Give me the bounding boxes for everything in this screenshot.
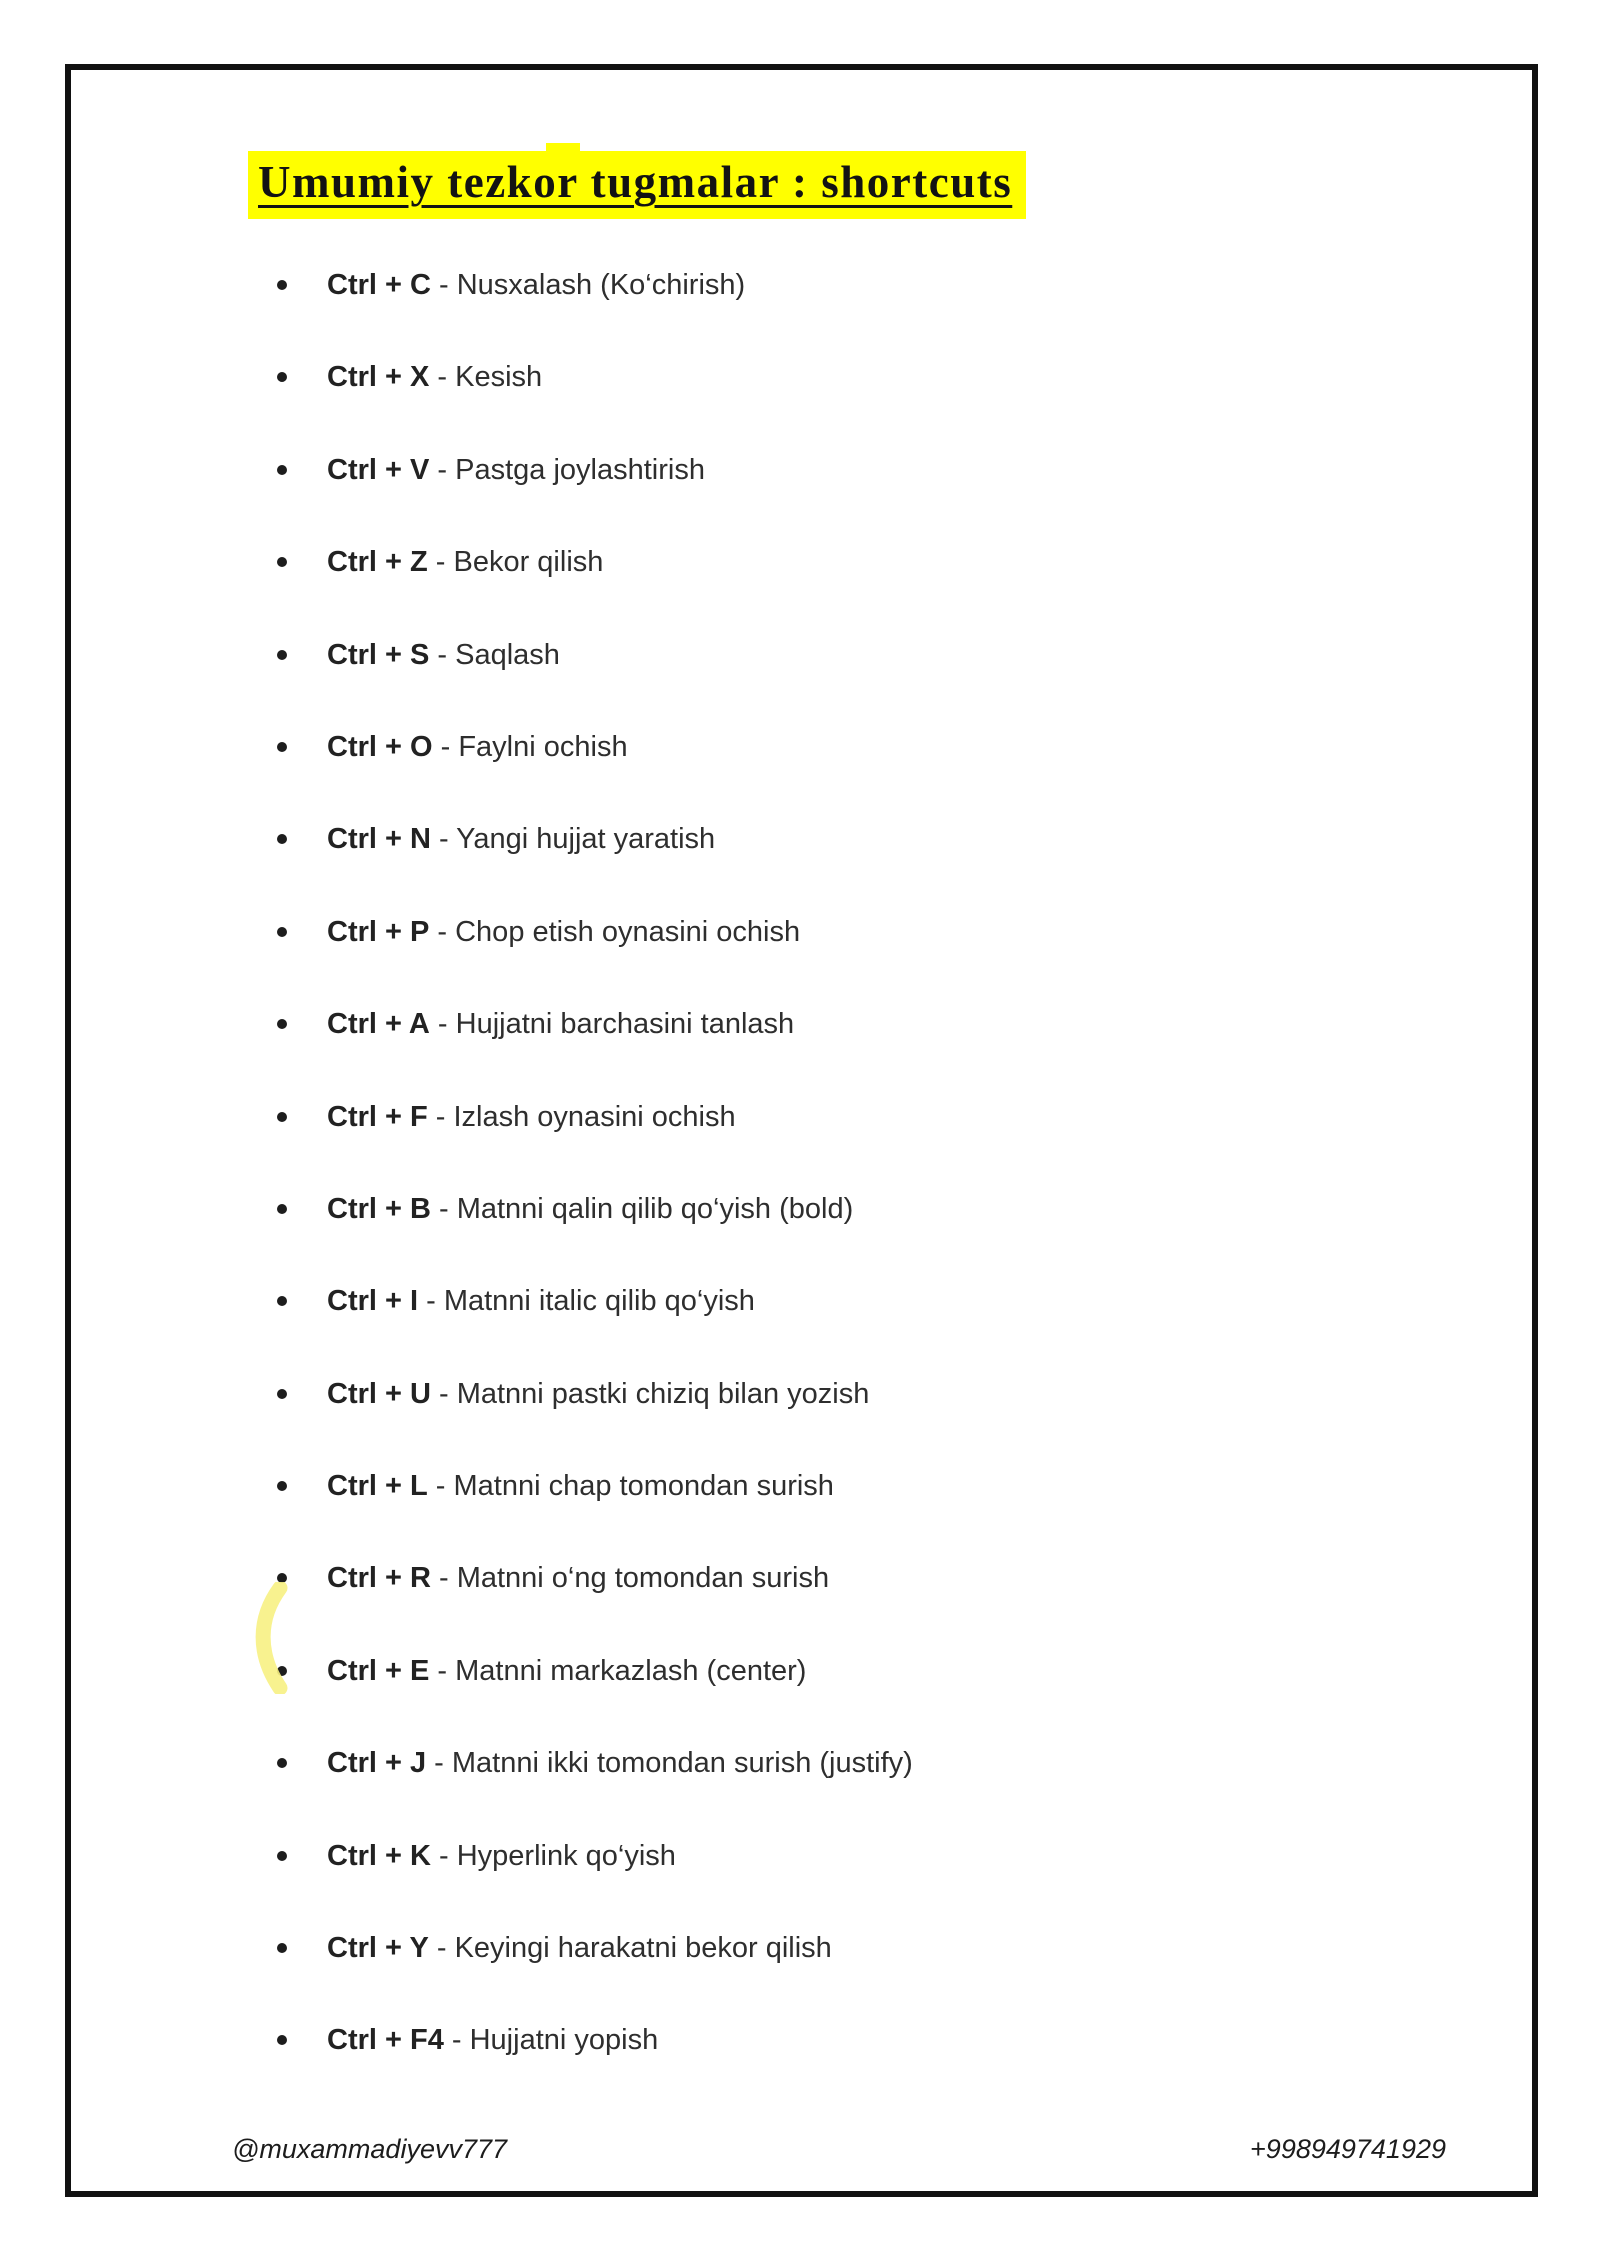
bullet-icon bbox=[277, 1019, 287, 1029]
shortcut-keys: Ctrl + V bbox=[327, 453, 430, 486]
bullet-icon bbox=[277, 1389, 287, 1399]
shortcut-desc: - Matnni ikki tomondan surish (justify) bbox=[426, 1747, 913, 1780]
title-highlight bbox=[248, 151, 1026, 219]
shortcut-item bbox=[277, 732, 913, 762]
shortcut-keys: Ctrl + S bbox=[327, 638, 430, 671]
bullet-icon bbox=[277, 650, 287, 660]
shortcut-desc: - Matnni o‘ng tomondan surish bbox=[430, 1562, 830, 1595]
shortcut-item bbox=[277, 455, 913, 485]
shortcut-keys: Ctrl + E bbox=[327, 1654, 430, 1687]
bullet-icon bbox=[277, 1112, 287, 1122]
shortcut-item bbox=[277, 1471, 913, 1501]
shortcut-keys: Ctrl + R bbox=[327, 1562, 431, 1595]
shortcut-keys: Ctrl + L bbox=[327, 1470, 428, 1503]
shortcut-item bbox=[277, 270, 913, 300]
shortcut-desc: - Yangi hujjat yaratish bbox=[430, 823, 716, 856]
bullet-icon bbox=[277, 834, 287, 844]
shortcut-desc: - Pastga joylashtirish bbox=[429, 453, 705, 486]
shortcut-item bbox=[277, 1379, 913, 1409]
bullet-icon bbox=[277, 465, 287, 475]
bullet-icon bbox=[277, 1943, 287, 1953]
shortcut-desc: - Faylni ochish bbox=[432, 730, 628, 763]
shortcut-item bbox=[277, 547, 913, 577]
shortcut-keys: Ctrl + A bbox=[327, 1008, 430, 1041]
shortcut-keys: Ctrl + K bbox=[327, 1839, 431, 1872]
shortcut-desc: - Saqlash bbox=[429, 638, 560, 671]
footer-phone-number: +998949741929 bbox=[1250, 2134, 1446, 2164]
shortcut-keys: Ctrl + J bbox=[327, 1747, 427, 1780]
shortcut-desc: - Nusxalash (Ko‘chirish) bbox=[430, 269, 746, 301]
shortcut-item bbox=[277, 362, 913, 392]
shortcut-desc: - Hujjatni yopish bbox=[443, 2024, 659, 2057]
shortcut-item bbox=[277, 1933, 913, 1963]
bullet-icon bbox=[277, 1204, 287, 1214]
shortcut-desc: - Matnni italic qilib qo‘yish bbox=[418, 1285, 755, 1318]
shortcut-item bbox=[277, 1841, 913, 1871]
shortcut-item bbox=[277, 917, 913, 947]
bullet-icon bbox=[277, 1481, 287, 1491]
highlighter-arc-mark bbox=[250, 1582, 294, 1694]
shortcut-keys: Ctrl + Z bbox=[327, 546, 428, 579]
bullet-icon bbox=[277, 557, 287, 567]
shortcut-desc: - Hujjatni barchasini tanlash bbox=[429, 1008, 795, 1041]
page-title: Umumiy tezkor tugmalar : shortcuts bbox=[258, 157, 1013, 207]
footer-username: @muxammadiyevv777 bbox=[232, 2134, 508, 2164]
shortcuts-list bbox=[277, 270, 913, 2118]
bullet-icon bbox=[277, 1296, 287, 1306]
shortcut-desc: - Matnni qalin qilib qo‘yish (bold) bbox=[430, 1192, 854, 1225]
shortcut-keys: Ctrl + Y bbox=[327, 1932, 429, 1965]
shortcut-keys: Ctrl + I bbox=[327, 1285, 419, 1318]
bullet-icon bbox=[277, 927, 287, 937]
bullet-icon bbox=[277, 280, 287, 290]
shortcut-keys: Ctrl + B bbox=[327, 1192, 431, 1225]
shortcut-item bbox=[277, 1102, 913, 1132]
shortcut-item bbox=[277, 1009, 913, 1039]
shortcut-keys: Ctrl + O bbox=[327, 730, 433, 763]
shortcut-item bbox=[277, 2025, 913, 2055]
shortcut-desc: - Hyperlink qo‘yish bbox=[430, 1839, 676, 1872]
shortcut-item bbox=[277, 1563, 913, 1593]
shortcut-item bbox=[277, 1194, 913, 1224]
shortcut-desc: - Chop etish oynasini ochish bbox=[429, 915, 801, 948]
shortcut-keys: Ctrl + X bbox=[327, 361, 430, 394]
shortcut-keys: Ctrl + N bbox=[327, 823, 431, 856]
shortcut-desc: - Izlash oynasini ochish bbox=[427, 1100, 736, 1133]
shortcut-item bbox=[277, 1748, 913, 1778]
shortcut-item bbox=[277, 1286, 913, 1316]
bullet-icon bbox=[277, 372, 287, 382]
bullet-icon bbox=[277, 1758, 287, 1768]
shortcut-desc: - Matnni chap tomondan surish bbox=[427, 1470, 834, 1503]
shortcut-desc: - Matnni markazlash (center) bbox=[429, 1654, 807, 1687]
shortcut-keys: Ctrl + F bbox=[327, 1100, 428, 1133]
shortcut-desc: - Matnni pastki chiziq bilan yozish bbox=[430, 1377, 870, 1410]
shortcut-keys: Ctrl + F4 bbox=[327, 2024, 444, 2057]
bullet-icon bbox=[277, 742, 287, 752]
shortcut-item bbox=[277, 824, 913, 854]
shortcut-desc: - Kesish bbox=[429, 361, 543, 394]
shortcut-desc: - Keyingi harakatni bekor qilish bbox=[428, 1932, 832, 1965]
shortcut-item bbox=[277, 1656, 913, 1686]
shortcut-keys: Ctrl + U bbox=[327, 1377, 431, 1410]
shortcut-keys: Ctrl + P bbox=[327, 915, 430, 948]
shortcut-desc: - Bekor qilish bbox=[427, 546, 604, 579]
shortcut-item bbox=[277, 640, 913, 670]
bullet-icon bbox=[277, 1851, 287, 1861]
shortcut-keys: Ctrl + C bbox=[327, 269, 431, 301]
bullet-icon bbox=[277, 2035, 287, 2045]
